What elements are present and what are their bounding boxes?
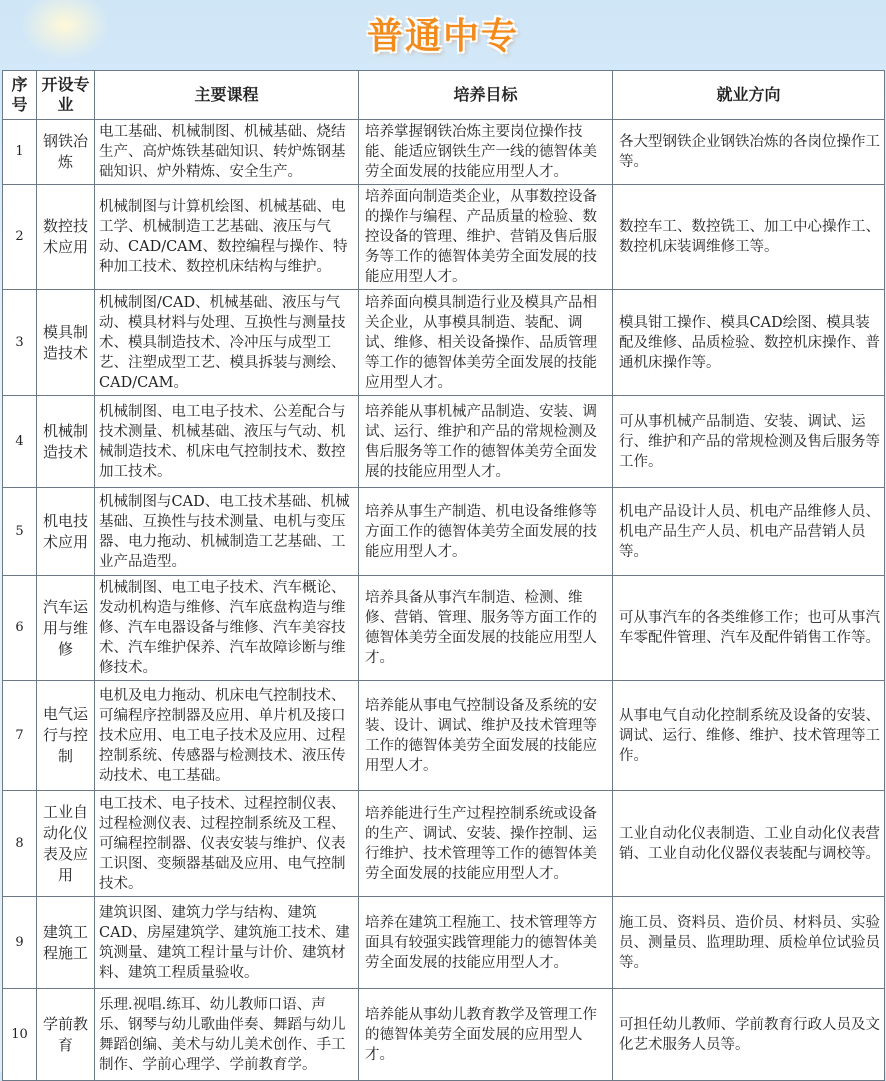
row-jobs: 可从事机械产品制造、安装、调试、运行、维护和产品的常规检测及售后服务等工作。 xyxy=(613,396,885,488)
header-major: 开设专业 xyxy=(37,71,95,120)
row-jobs: 模具钳工操作、模具CAD绘图、模具装配及维修、品质检验、数控机床操作、普通机床操作等。 xyxy=(613,290,885,396)
header-jobs: 就业方向 xyxy=(613,71,885,120)
header-goal: 培养目标 xyxy=(359,71,613,120)
table-row xyxy=(3,290,885,396)
row-goal: 培养在建筑工程施工、技术管理等方面具有较强实践管理能力的德智体美劳全面发展的技能应用型人才。 xyxy=(359,897,613,989)
row-index: 6 xyxy=(3,576,37,681)
row-major: 钢铁冶炼 xyxy=(37,120,95,185)
row-index: 9 xyxy=(3,897,37,989)
header-courses: 主要课程 xyxy=(95,71,359,120)
row-major: 汽车运用与维修 xyxy=(37,576,95,681)
row-major: 电气运行与控制 xyxy=(37,681,95,791)
row-courses: 机械制图与计算机绘图、机械基础、电工学、机械制造工艺基础、液压与气动、CAD/CAM、数控编程与操作、特种加工技术、数控机床结构与维护。 xyxy=(95,185,359,290)
page-title: 普通中专 xyxy=(366,15,519,57)
table-row xyxy=(3,185,885,290)
row-courses: 乐理.视唱.练耳、幼儿教师口语、声乐、钢琴与幼儿歌曲伴奏、舞蹈与幼儿舞蹈创编、美术与幼儿美术创作、手工制作、学前心理学、学前教育学。 xyxy=(95,989,359,1081)
row-courses: 电工基础、机械制图、机械基础、烧结生产、高炉炼铁基础知识、转炉炼钢基础知识、炉外精炼、安全生产。 xyxy=(95,120,359,185)
row-jobs: 工业自动化仪表制造、工业自动化仪表营销、工业自动化仪器仪表装配与调校等。 xyxy=(613,791,885,897)
row-major: 机电技术应用 xyxy=(37,488,95,576)
row-jobs: 各大型钢铁企业钢铁冶炼的各岗位操作工等。 xyxy=(613,120,885,185)
row-courses: 机械制图与CAD、电工技术基础、机械基础、互换性与技术测量、电机与变压器、电力拖动、机械制造工艺基础、工业产品造型。 xyxy=(95,488,359,576)
row-jobs: 从事电气自动化控制系统及设备的安装、调试、运行、维修、维护、技术管理等工作。 xyxy=(613,681,885,791)
table-row xyxy=(3,396,885,488)
row-major: 工业自动化仪表及应用 xyxy=(37,791,95,897)
table-row xyxy=(3,488,885,576)
row-index: 2 xyxy=(3,185,37,290)
row-goal: 培养掌握钢铁冶炼主要岗位操作技能、能适应钢铁生产一线的德智体美劳全面发展的技能应用型人才。 xyxy=(359,120,613,185)
row-courses: 电工技术、电子技术、过程控制仪表、过程检测仪表、过程控制系统及工程、可编程控制器、仪表安装与维护、仪表工识图、变频器基础及应用、电气控制技术。 xyxy=(95,791,359,897)
row-index: 3 xyxy=(3,290,37,396)
row-major: 机械制造技术 xyxy=(37,396,95,488)
row-jobs: 机电产品设计人员、机电产品维修人员、机电产品生产人员、机电产品营销人员等。 xyxy=(613,488,885,576)
row-courses: 建筑识图、建筑力学与结构、建筑CAD、房屋建筑学、建筑施工技术、建筑测量、建筑工程计量与计价、建筑材料、建筑工程质量验收。 xyxy=(95,897,359,989)
table-row xyxy=(3,897,885,989)
row-goal: 培养能从事幼儿教育教学及管理工作的德智体美劳全面发展的应用型人才。 xyxy=(359,989,613,1081)
row-goal: 培养面向模具制造行业及模具产品相关企业，从事模具制造、装配、调试、维修、相关设备操作、品质管理等工作的德智体美劳全面发展的技能应用型人才。 xyxy=(359,290,613,396)
title-banner xyxy=(0,0,886,66)
row-major: 模具制造技术 xyxy=(37,290,95,396)
row-index: 8 xyxy=(3,791,37,897)
majors-table xyxy=(2,70,885,1081)
row-jobs: 施工员、资料员、造价员、材料员、实验员、测量员、监理助理、质检单位试验员等。 xyxy=(613,897,885,989)
row-goal: 培养能进行生产过程控制系统或设备的生产、调试、安装、操作控制、运行维护、技术管理等工作的德智体美劳全面发展的技能应用型人才。 xyxy=(359,791,613,897)
table-row xyxy=(3,681,885,791)
table-row xyxy=(3,989,885,1081)
row-jobs: 可从事汽车的各类维修工作；也可从事汽车零配件管理、汽车及配件销售工作等。 xyxy=(613,576,885,681)
row-goal: 培养面向制造类企业，从事数控设备的操作与编程、产品质量的检验、数控设备的管理、维护、营销及售后服务等工作的德智体美劳全面发展的技能应用型人才。 xyxy=(359,185,613,290)
table-row xyxy=(3,576,885,681)
row-courses: 机械制图、电工电子技术、公差配合与技术测量、机械基础、液压与气动、机械制造技术、机床电气控制技术、数控加工技术。 xyxy=(95,396,359,488)
row-index: 1 xyxy=(3,120,37,185)
header-index: 序号 xyxy=(3,71,37,120)
row-courses: 机械制图、电工电子技术、汽车概论、发动机构造与维修、汽车底盘构造与维修、汽车电器设备与维修、汽车美容技术、汽车维护保养、汽车故障诊断与维修技术。 xyxy=(95,576,359,681)
row-index: 7 xyxy=(3,681,37,791)
row-courses: 电机及电力拖动、机床电气控制技术、可编程序控制器及应用、单片机及接口技术应用、电工电子技术及应用、过程控制系统、传感器与检测技术、液压传动技术、电工基础。 xyxy=(95,681,359,791)
row-goal: 培养具备从事汽车制造、检测、维修、营销、管理、服务等方面工作的德智体美劳全面发展的技能应用型人才。 xyxy=(359,576,613,681)
row-goal: 培养能从事机械产品制造、安装、调试、运行、维护和产品的常规检测及售后服务等工作的德智体美劳全面发展的技能应用型人才。 xyxy=(359,396,613,488)
row-goal: 培养能从事电气控制设备及系统的安装、设计、调试、维护及技术管理等工作的德智体美劳全面发展的技能应用型人才。 xyxy=(359,681,613,791)
table-header-row xyxy=(3,71,885,120)
row-major: 学前教育 xyxy=(37,989,95,1081)
row-index: 10 xyxy=(3,989,37,1081)
row-jobs: 可担任幼儿教师、学前教育行政人员及文化艺术服务人员等。 xyxy=(613,989,885,1081)
row-courses: 机械制图/CAD、机械基础、液压与气动、模具材料与处理、互换性与测量技术、模具制造技术、冷冲压与成型工艺、注塑成型工艺、模具拆装与测绘、CAD/CAM。 xyxy=(95,290,359,396)
row-index: 5 xyxy=(3,488,37,576)
table-row xyxy=(3,120,885,185)
row-major: 数控技术应用 xyxy=(37,185,95,290)
row-major: 建筑工程施工 xyxy=(37,897,95,989)
row-index: 4 xyxy=(3,396,37,488)
row-jobs: 数控车工、数控铣工、加工中心操作工、数控机床装调维修工等。 xyxy=(613,185,885,290)
table-row xyxy=(3,791,885,897)
row-goal: 培养从事生产制造、机电设备维修等方面工作的德智体美劳全面发展的技能应用型人才。 xyxy=(359,488,613,576)
